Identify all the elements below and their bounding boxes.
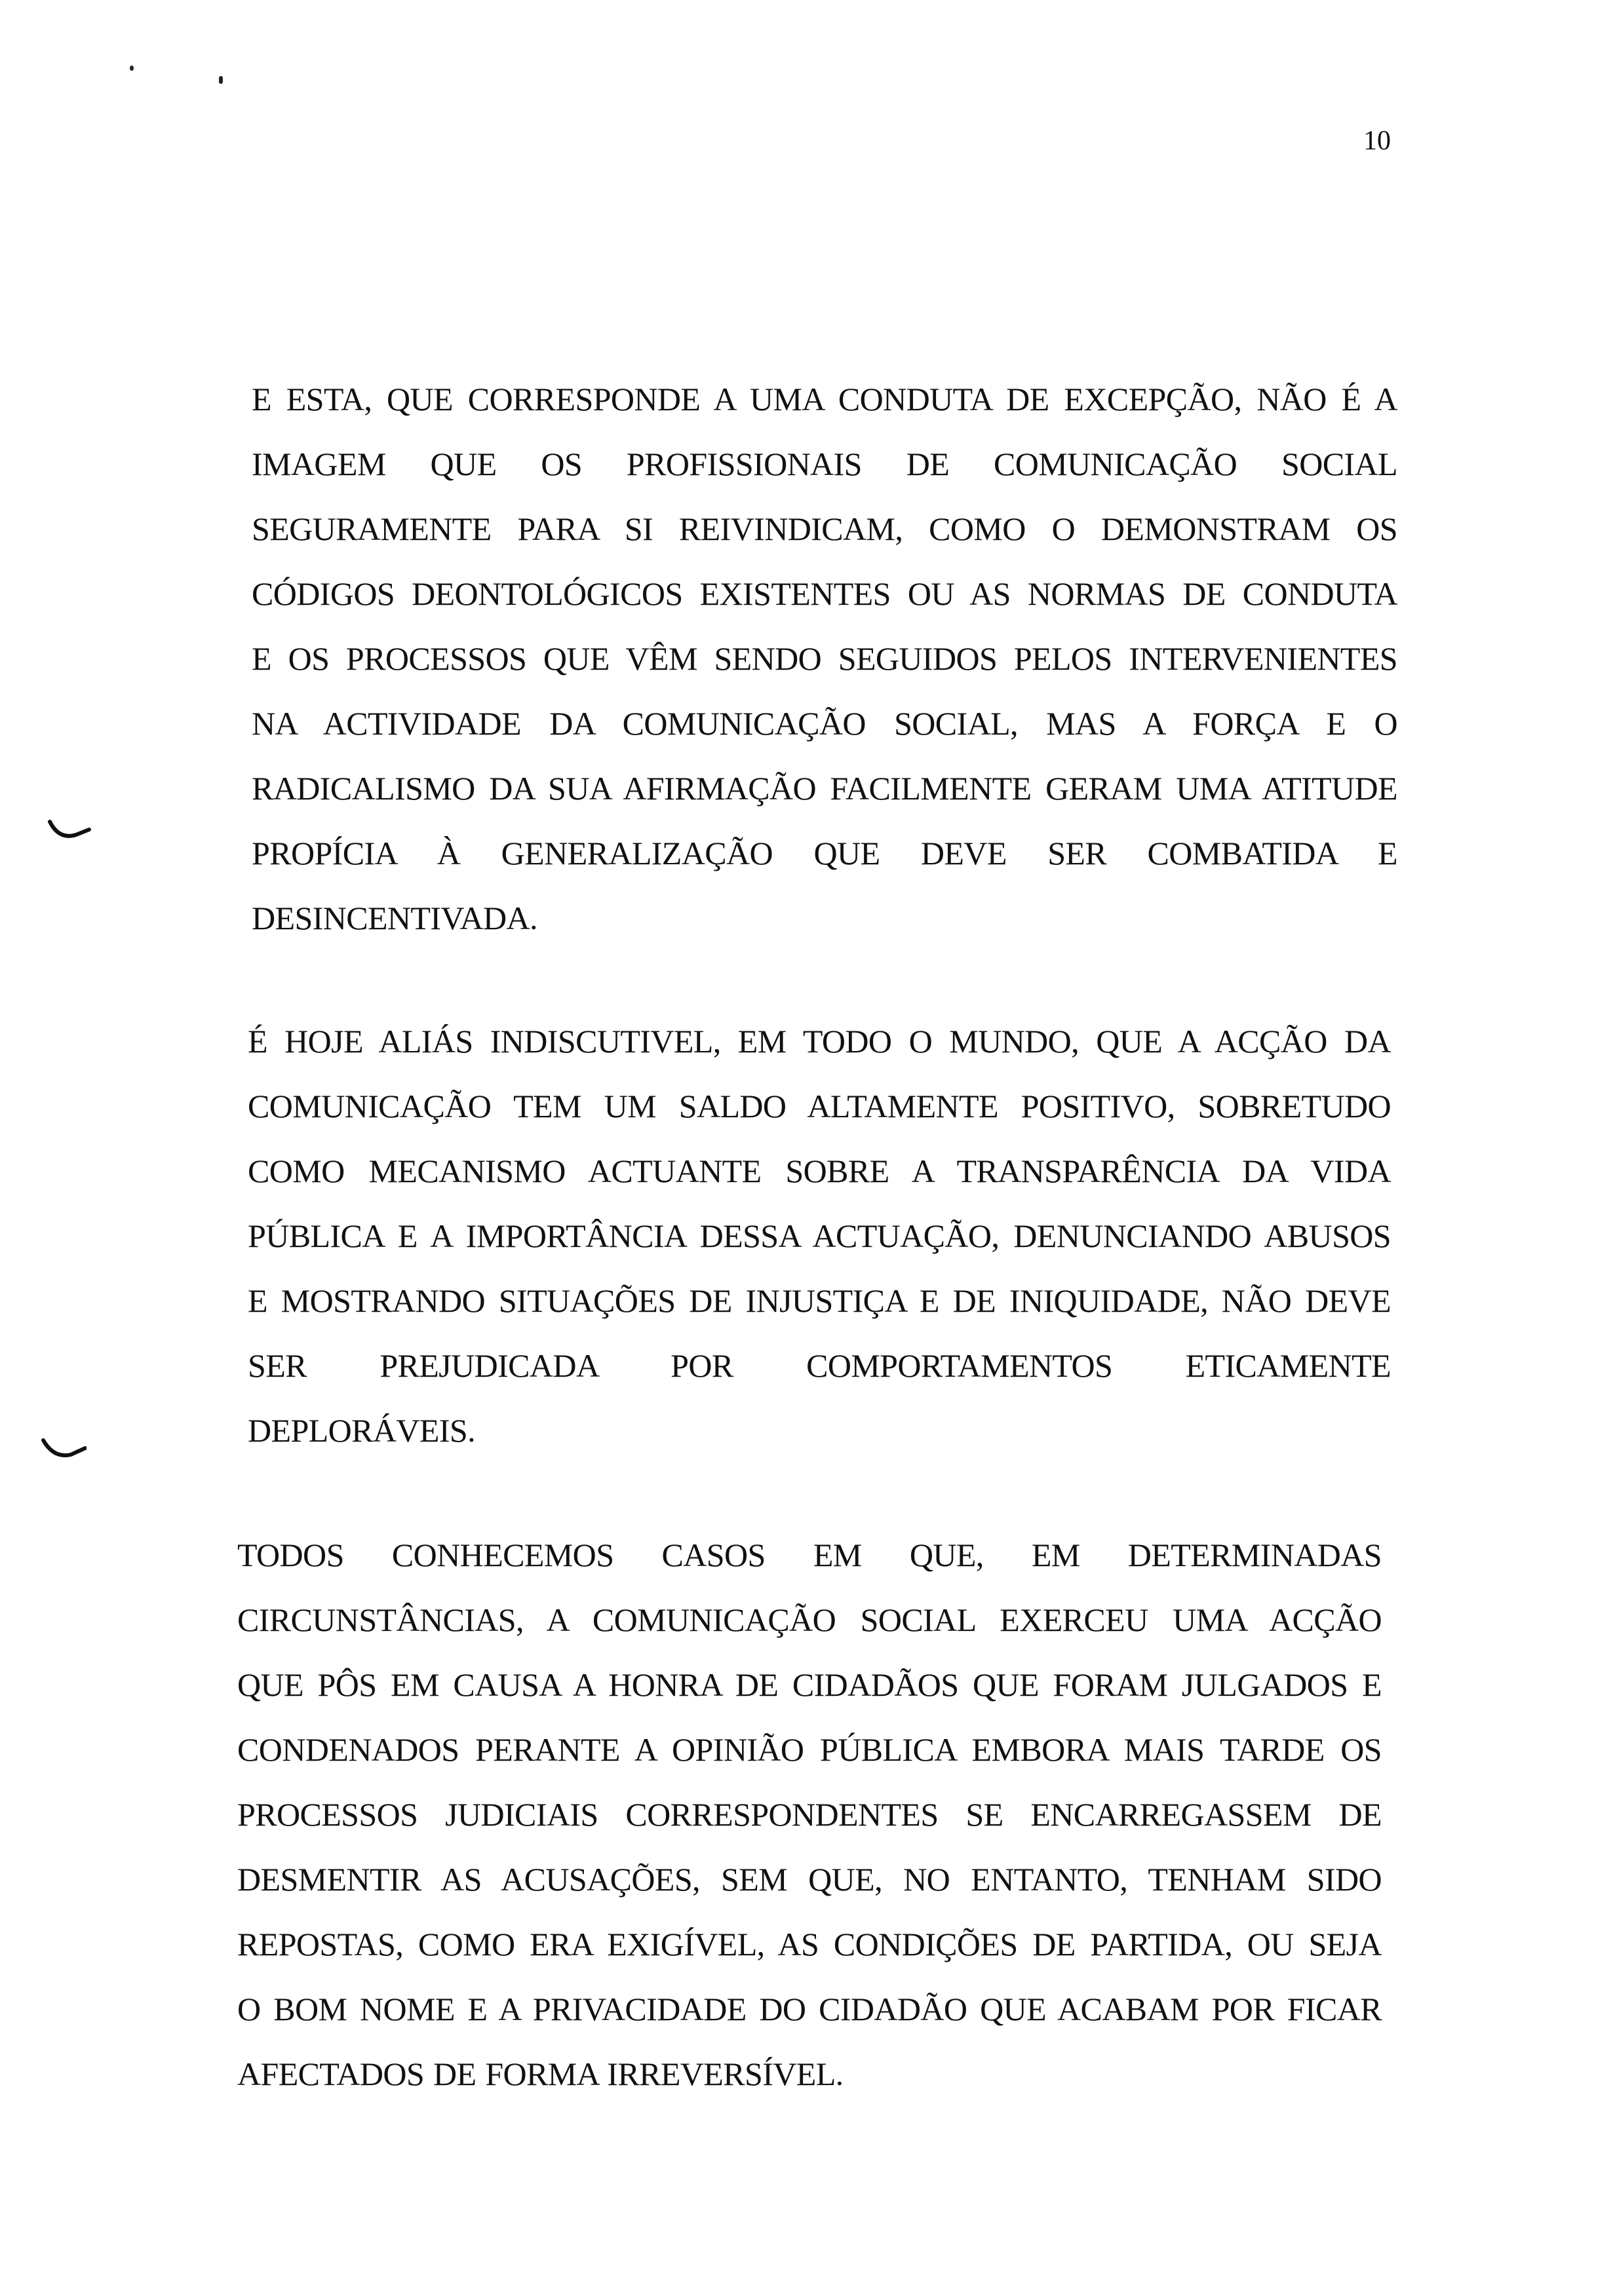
- text-line: AFECTADOS DE FORMA IRREVERSÍVEL.: [237, 2056, 844, 2092]
- text-line: O BOM NOME E A PRIVACIDADE DO CIDADÃO QUE ACABAM POR FICAR: [237, 1991, 1382, 2027]
- text-line: REPOSTAS, COMO ERA EXIGÍVEL, AS CONDIÇÕES DE PARTIDA, OU SEJA: [237, 1926, 1382, 1962]
- text-line: DESMENTIR AS ACUSAÇÕES, SEM QUE, NO ENTANTO, TENHAM SIDO: [237, 1861, 1382, 1898]
- paragraph-1: [252, 367, 1397, 951]
- text-line: SEGURAMENTE PARA SI REIVINDICAM, COMO O DEMONSTRAM OS: [252, 510, 1397, 547]
- text-line: E OS PROCESSOS QUE VÊM SENDO SEGUIDOS PELOS INTERVENIENTES: [252, 640, 1397, 677]
- text-line: E MOSTRANDO SITUAÇÕES DE INJUSTIÇA E DE INIQUIDADE, NÃO DEVE: [248, 1282, 1391, 1319]
- paragraph-3: [237, 1523, 1382, 2107]
- text-line: E ESTA, QUE CORRESPONDE A UMA CONDUTA DE EXCEPÇÃO, NÃO É A: [252, 381, 1397, 417]
- text-line: CÓDIGOS DEONTOLÓGICOS EXISTENTES OU AS NORMAS DE CONDUTA: [252, 575, 1397, 612]
- text-line: PROPÍCIA À GENERALIZAÇÃO QUE DEVE SER COMBATIDA E: [252, 835, 1397, 871]
- margin-checkmark-icon: [47, 818, 93, 844]
- text-line: É HOJE ALIÁS INDISCUTIVEL, EM TODO O MUNDO, QUE A ACÇÃO DA: [248, 1023, 1391, 1060]
- page-number: 10: [1363, 126, 1391, 156]
- scan-speck: [219, 76, 223, 84]
- paragraph-2: [248, 1009, 1391, 1463]
- text-line: PROCESSOS JUDICIAIS CORRESPONDENTES SE ENCARREGASSEM DE: [237, 1796, 1382, 1833]
- text-line: COMO MECANISMO ACTUANTE SOBRE A TRANSPARÊNCIA DA VIDA: [248, 1153, 1391, 1189]
- text-line: CONDENADOS PERANTE A OPINIÃO PÚBLICA EMBORA MAIS TARDE OS: [237, 1731, 1382, 1768]
- text-line: RADICALISMO DA SUA AFIRMAÇÃO FACILMENTE GERAM UMA ATITUDE: [252, 770, 1397, 807]
- text-line: DESINCENTIVADA.: [252, 900, 537, 936]
- text-line: NA ACTIVIDADE DA COMUNICAÇÃO SOCIAL, MAS A FORÇA E O: [252, 705, 1397, 742]
- scan-speck: [130, 66, 134, 71]
- margin-checkmark-icon: [41, 1438, 87, 1464]
- text-line: SER PREJUDICADA POR COMPORTAMENTOS ETICAMENTE: [248, 1347, 1391, 1384]
- text-line: TODOS CONHECEMOS CASOS EM QUE, EM DETERMINADAS: [237, 1537, 1382, 1573]
- text-line: QUE PÔS EM CAUSA A HONRA DE CIDADÃOS QUE FORAM JULGADOS E: [237, 1666, 1382, 1703]
- text-line: DEPLORÁVEIS.: [248, 1412, 475, 1449]
- text-line: PÚBLICA E A IMPORTÂNCIA DESSA ACTUAÇÃO, DENUNCIANDO ABUSOS: [248, 1217, 1391, 1254]
- text-line: IMAGEM QUE OS PROFISSIONAIS DE COMUNICAÇÃO SOCIAL: [252, 446, 1397, 482]
- text-line: CIRCUNSTÂNCIAS, A COMUNICAÇÃO SOCIAL EXERCEU UMA ACÇÃO: [237, 1601, 1382, 1638]
- text-line: COMUNICAÇÃO TEM UM SALDO ALTAMENTE POSITIVO, SOBRETUDO: [248, 1088, 1391, 1124]
